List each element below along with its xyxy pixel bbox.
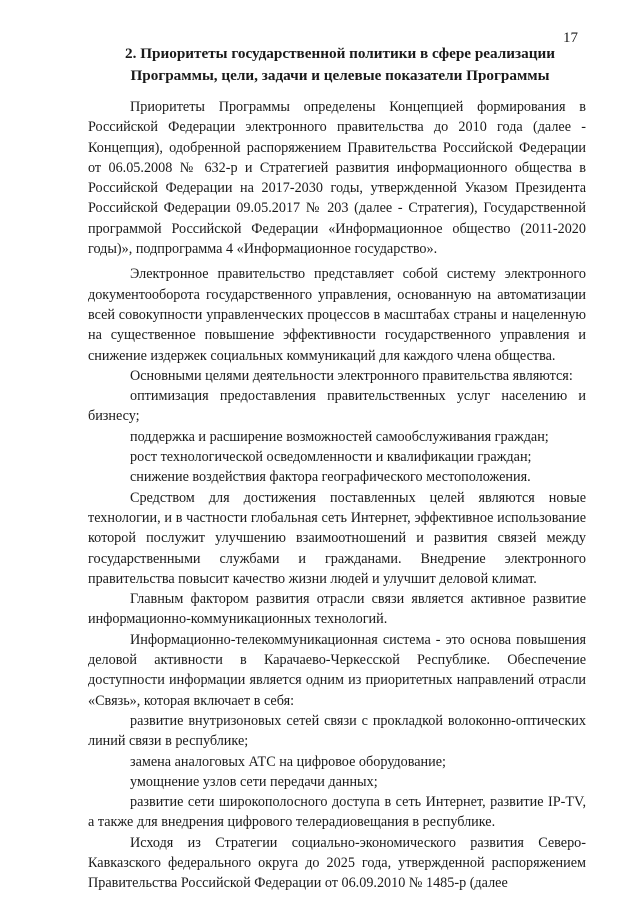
list-item: оптимизация предоставления правительственных услуг населению и бизнесу; [88,388,586,425]
page-number: 17 [563,30,578,46]
body-text [88,97,586,894]
list-item: поддержка и расширение возможностей самообслуживания граждан; [130,428,549,445]
paragraph-main-factor: Главным фактором развития отрасли связи является активное развитие информационно-коммуникационных технологий. [88,591,586,628]
list-item: развитие внутризоновых сетей связи с прокладкой волоконно-оптических линий связи в республике; [88,712,586,750]
section-heading [90,43,590,87]
paragraph-goals-intro: Основными целями деятельности электронного правительства являются: [130,367,573,384]
paragraph-priorities: Приоритеты Программы определены Концепцией формирования в Российской Федерации электронного правительства до 2010 года (далее - Концепция), одобренной распоряжением Правительства Российской Федерации от 06.05.2008 № 632-р и Стратегией развития информационного общества в Российской Федерации на 2017-2030 годы, утвержденной Указом Президента Российской Федерации 09.05.2017 № 203 (далее - Стратегия), Государственной программой Российской Федерации «Информационное общество (2011-2020 годы)», подпрограмма 4 «Информационное государство». [88,99,586,258]
list-item: рост технологической осведомленности и квалификации граждан; [130,449,532,466]
list-item: снижение воздействия фактора географического местоположения. [130,469,531,486]
paragraph-means: Средством для достижения поставленных целей являются новые технологии, и в частности глобальная сеть Интернет, эффективное использование которой послужит улучшению взаимоотношений и развития связей между государственными службами и гражданами. Внедрение электронного правительства повысит качество жизни людей и улучшит деловой климат. [88,489,586,587]
section-heading-line-2: Программы, цели, задачи и целевые показатели Программы [130,67,550,84]
paragraph-e-government: Электронное правительство представляет собой систему электронного документооборота государственного управления, основанную на автоматизации всей совокупности управленческих процессов в масштабах страны и нацеленную на существенное повышение эффективности государственного управления и снижение издержек социальных коммуникаций для каждого члена общества. [88,266,586,364]
section-heading-line-1: 2. Приоритеты государственной политики в сфере реализации [125,45,555,62]
list-item: замена аналоговых АТС на цифровое оборудование; [130,753,446,770]
paragraph-strategy: Исходя из Стратегии социально-экономического развития Северо-Кавказского федерального округа до 2025 года, утвержденной распоряжением Правительства Российской Федерации от 06.09.2010 № 1485-р (далее [88,834,586,892]
paragraph-ict-system: Информационно-телекоммуникационная система - это основа повышения деловой активности в Карачаево-Черкесской Республике. Обеспечение доступности информации является одним из приоритетных направлений отрасли «Связь», которая включает в себя: [88,631,586,709]
list-item: развитие сети широкополосного доступа в сеть Интернет, развитие IP-TV, а также для внедрения цифрового телерадиовещания в республике. [88,794,586,831]
list-item: умощнение узлов сети передачи данных; [130,773,378,790]
